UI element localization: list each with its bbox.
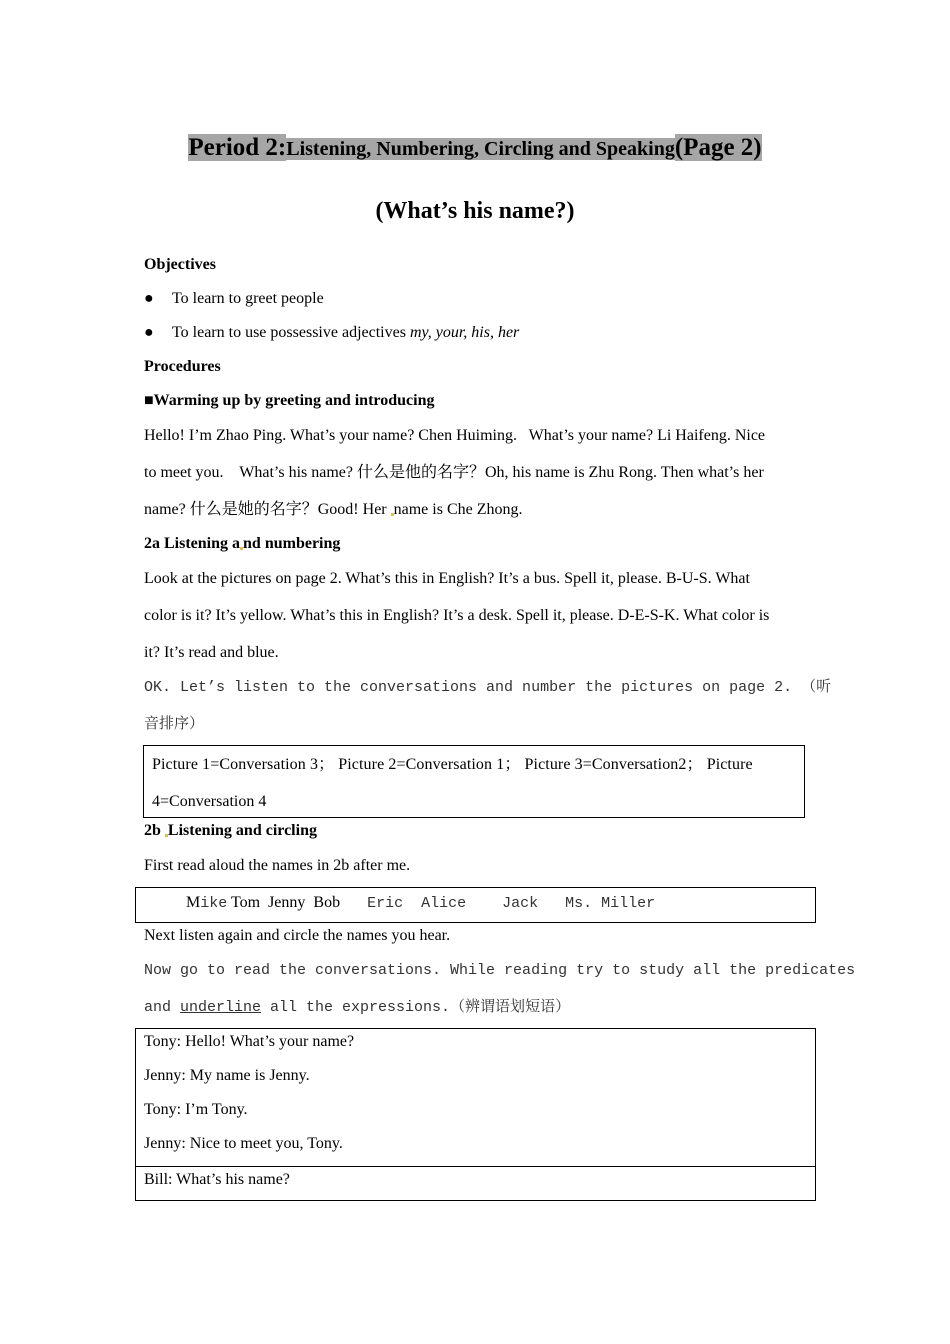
page-title bbox=[0, 133, 950, 166]
dialogue-line: Tony: I’m Tony. bbox=[144, 1101, 248, 1118]
heading-text: 2b bbox=[144, 822, 161, 839]
heading-text: 2a Listening a bbox=[144, 535, 241, 552]
dialogue-line: Jenny: Nice to meet you, Tony. bbox=[144, 1135, 343, 1152]
objective-item bbox=[144, 323, 519, 343]
bullet-icon: ● bbox=[144, 324, 154, 341]
name-text: Eric Alice Jack Ms. Miller bbox=[340, 895, 656, 912]
dialogue-line: Bill: What’s his name? bbox=[144, 1171, 290, 1188]
dialogue-box-1 bbox=[135, 1028, 816, 1167]
name-text: Tom Jenny Bob bbox=[227, 894, 341, 911]
name-text: ike bbox=[200, 895, 228, 912]
s2b-reading-2 bbox=[144, 989, 806, 1026]
name-text: M bbox=[186, 894, 201, 911]
answer-line-1: Picture 1=Conversation 3； Picture 2=Conversation 1； Picture 3=Conversation2； Picture bbox=[152, 756, 753, 773]
objective-item bbox=[144, 289, 324, 309]
warming-line-1: Hello! I’m Zhao Ping. What’s your name? Chen Huiming. What’s your name? Li Haifeng. Nice bbox=[144, 427, 766, 444]
dialogue-line: Jenny: My name is Jenny. bbox=[144, 1067, 310, 1084]
dialogue-line: Tony: Hello! What’s your name? bbox=[144, 1033, 355, 1050]
warming-heading: ■Warming up by greeting and introducing bbox=[144, 392, 435, 409]
subtitle: (What’s his name?) bbox=[375, 198, 575, 224]
s2b-after: Next listen again and circle the names you hear. bbox=[144, 927, 451, 944]
heading-text: Listening and circling bbox=[167, 822, 317, 839]
title-page: (Page 2) bbox=[674, 134, 762, 161]
warming-text: name? 什么是她的名字？Good! Her bbox=[144, 501, 387, 518]
answer-line-2: 4=Conversation 4 bbox=[152, 793, 267, 810]
objectives-heading: Objectives bbox=[144, 256, 216, 273]
reading-text: all the expressions.（辨谓语划短语） bbox=[261, 999, 571, 1016]
objective-italic: my, your, his, her bbox=[409, 324, 520, 341]
heading-text: nd numbering bbox=[243, 535, 341, 552]
s2b-reading-1: Now go to read the conversations. While reading try to study all the predicates bbox=[144, 962, 856, 979]
s2a-instruction-2: 音排序） bbox=[144, 716, 205, 733]
objective-text: To learn to use possessive adjectives bbox=[172, 324, 410, 341]
section-2a-heading bbox=[144, 525, 806, 562]
section-2b-heading bbox=[144, 812, 806, 849]
procedures-heading: Procedures bbox=[144, 358, 221, 375]
title-topic: Listening, Numbering, Circling and Speaking bbox=[286, 138, 675, 160]
s2a-line-2: color is it? It’s yellow. What’s this in English? It’s a desk. Spell it, please. D-E-S-K. What color is bbox=[144, 607, 770, 624]
bullet-icon: ● bbox=[144, 290, 154, 307]
warming-line-2: to meet you. What’s his name? 什么是他的名字？Oh, his name is Zhu Rong. Then what’s her bbox=[144, 464, 764, 481]
names-list bbox=[186, 894, 655, 912]
s2a-line-3: it? It’s read and blue. bbox=[144, 644, 279, 661]
reading-text: and bbox=[144, 999, 181, 1016]
warming-line-3 bbox=[144, 491, 806, 528]
objective-text: To learn to greet people bbox=[172, 290, 324, 307]
s2a-instruction-1: OK. Let’s listen to the conversations and number the pictures on page 2. （听 bbox=[144, 679, 832, 696]
dialogue-box-2 bbox=[135, 1166, 816, 1201]
title-period: Period 2: bbox=[188, 134, 287, 161]
s2a-line-1: Look at the pictures on page 2. What’s this in English? It’s a bus. Spell it, please. B-U-S. What bbox=[144, 570, 750, 587]
underlined-word: underline bbox=[180, 999, 262, 1016]
answer-box bbox=[143, 745, 805, 818]
s2b-instruction: First read aloud the names in 2b after me. bbox=[144, 857, 411, 874]
warming-text: name is Che Zhong. bbox=[393, 501, 523, 518]
